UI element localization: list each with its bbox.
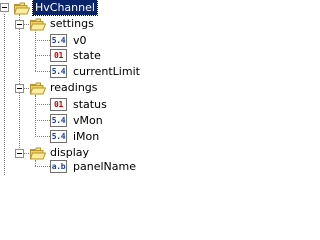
bool-type-icon: 01	[50, 98, 67, 111]
tree-connector-line	[35, 30, 36, 71]
collapse-toggle-settings[interactable]	[15, 20, 24, 29]
float-type-icon: 5.4	[51, 116, 66, 125]
tree-node-settings[interactable]: settings	[50, 17, 94, 30]
tree-view[interactable]	[0, 0, 177, 175]
string-type-icon: a.b	[51, 162, 66, 171]
collapse-toggle-hvchannel[interactable]	[0, 3, 9, 12]
tree-leaf-state[interactable]: state	[73, 49, 101, 62]
tree-connector-line	[35, 136, 50, 137]
collapse-toggle-readings[interactable]	[15, 84, 24, 93]
float-type-icon: 5.4	[51, 36, 66, 45]
tree-leaf-v0[interactable]: v0	[73, 34, 87, 47]
float-type-icon: 5.4	[51, 67, 66, 76]
tree-node-hvchannel[interactable]: HvChannel	[35, 1, 95, 14]
tree-node-display[interactable]: display	[50, 146, 90, 159]
tree-leaf-panelname[interactable]: panelName	[73, 160, 136, 173]
tree-connector-line	[35, 40, 50, 41]
tree-connector-line	[35, 104, 50, 105]
tree-node-readings[interactable]: readings	[50, 81, 98, 94]
bool-type-icon: 01	[50, 49, 67, 62]
open-folder-icon	[30, 18, 46, 31]
open-folder-icon	[30, 147, 46, 160]
tree-connector-line	[35, 166, 50, 167]
tree-leaf-currentlimit[interactable]: currentLimit	[73, 65, 140, 78]
tree-connector-line	[35, 71, 50, 72]
tree-connector-line	[35, 95, 36, 137]
open-folder-icon	[30, 82, 46, 95]
tree-leaf-status[interactable]: status	[73, 98, 107, 111]
open-folder-icon	[14, 2, 30, 15]
tree-leaf-vmon[interactable]: vMon	[73, 114, 103, 127]
tree-connector-line	[35, 120, 50, 121]
tree-leaf-imon[interactable]: iMon	[73, 130, 100, 143]
collapse-toggle-display[interactable]	[15, 149, 24, 158]
float-type-icon: 5.4	[51, 132, 66, 141]
root-connector-line	[4, 14, 5, 175]
tree-connector-line	[35, 55, 50, 56]
